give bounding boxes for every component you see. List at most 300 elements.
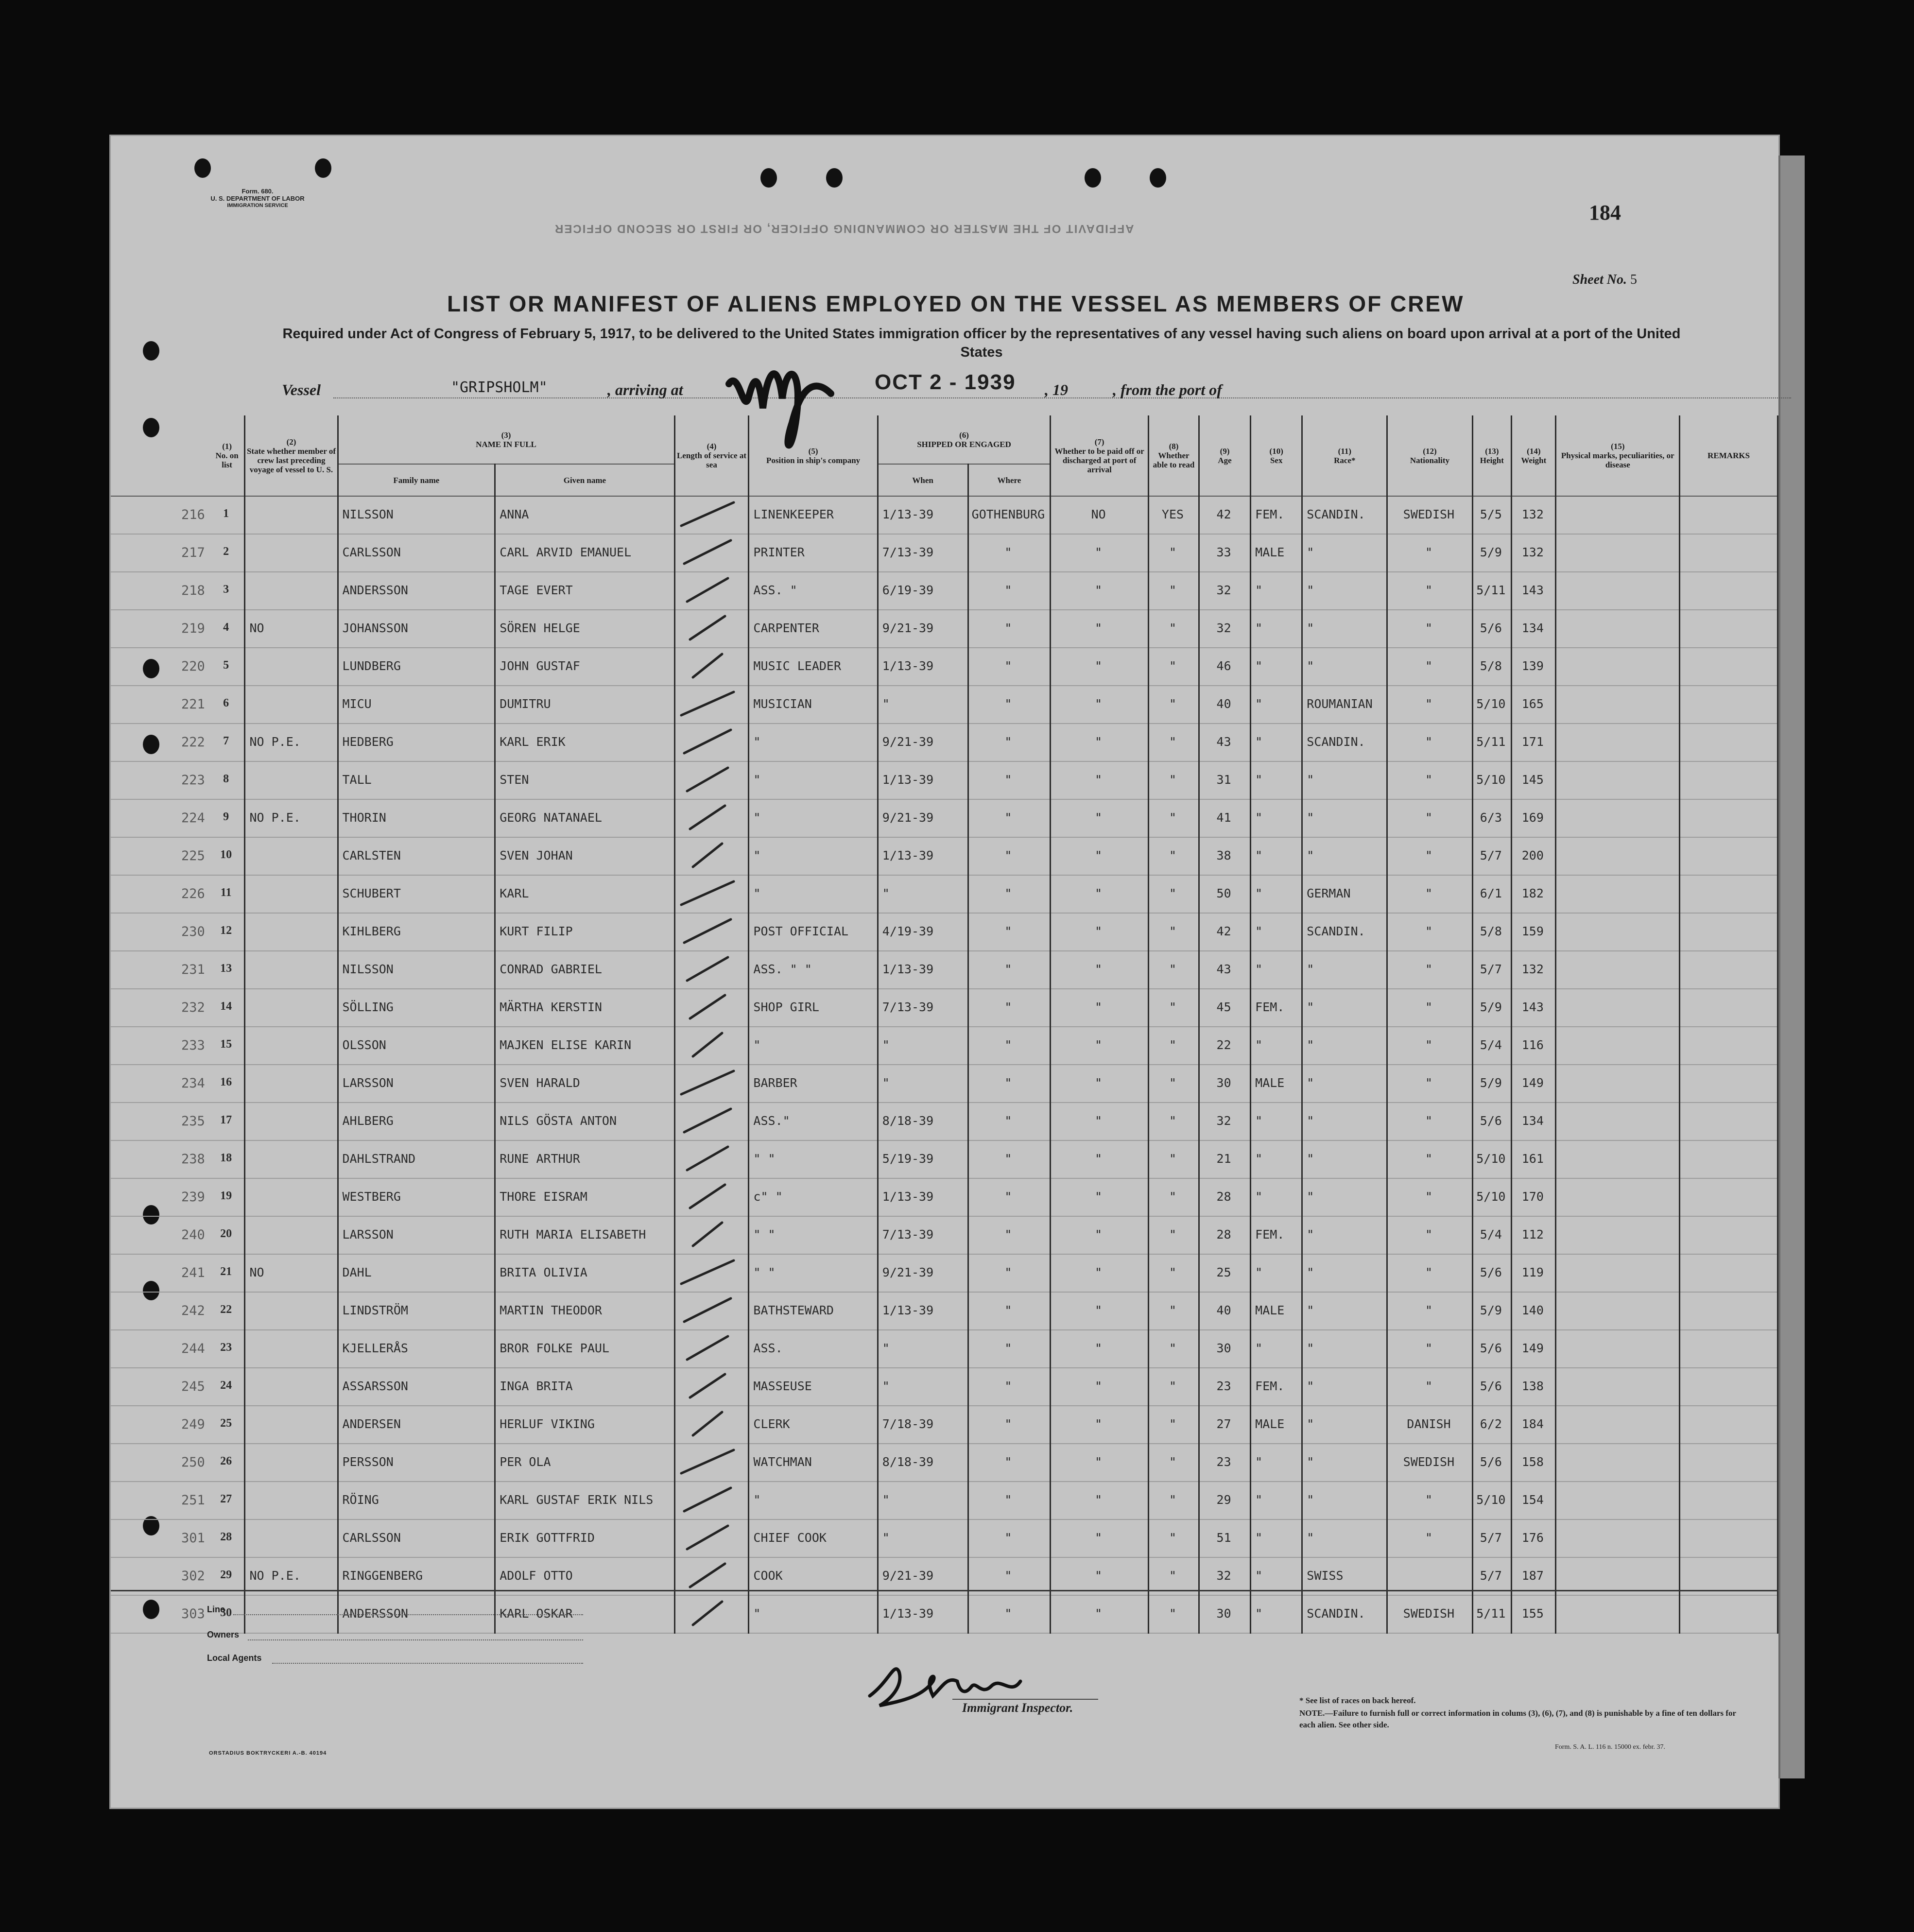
- family-name-cell: LINDSTRÖM: [338, 1292, 495, 1330]
- given-name-cell: DUMITRU: [495, 686, 674, 724]
- punch-hole: [1085, 168, 1101, 188]
- service-length-cell: [674, 1330, 749, 1368]
- sex-cell: ": [1251, 951, 1302, 989]
- list-number: 2: [210, 534, 245, 572]
- weight-cell: 132: [1512, 534, 1556, 572]
- previous-voyage-cell: [245, 761, 338, 799]
- height-cell: 5/11: [1472, 1595, 1512, 1633]
- shipped-when-cell: 7/18-39: [878, 1406, 968, 1444]
- shipped-when-cell: 1/13-39: [878, 648, 968, 686]
- service-length-cell: [674, 837, 749, 875]
- list-number: 3: [210, 572, 245, 610]
- weight-cell: 132: [1512, 496, 1556, 534]
- table-row: [111, 648, 1778, 686]
- service-length-checkmark: [675, 497, 745, 531]
- table-row: [111, 1482, 1778, 1519]
- previous-voyage-cell: [245, 1482, 338, 1519]
- race-cell: ": [1302, 648, 1387, 686]
- service-length-cell: [674, 1482, 749, 1519]
- service-length-cell: [674, 875, 749, 913]
- shipped-when-cell: ": [878, 1482, 968, 1519]
- physical-marks-cell: [1556, 989, 1680, 1027]
- serial-number: 231: [111, 951, 210, 989]
- paid-off-cell: ": [1051, 1292, 1149, 1330]
- able-to-read-cell: ": [1148, 1216, 1199, 1254]
- remarks-cell: [1680, 1519, 1778, 1557]
- shipped-where-cell: ": [968, 951, 1051, 989]
- weight-cell: 184: [1512, 1406, 1556, 1444]
- age-cell: 28: [1199, 1178, 1251, 1216]
- physical-marks-cell: [1556, 686, 1680, 724]
- col-where-header: Where: [968, 464, 1051, 496]
- sex-cell: MALE: [1251, 1292, 1302, 1330]
- shipped-when-cell: 7/13-39: [878, 534, 968, 572]
- list-number: 20: [210, 1216, 245, 1254]
- col-name-header: (3) NAME IN FULL: [338, 415, 674, 464]
- col-age-header: (9) Age: [1199, 415, 1251, 496]
- shipped-where-cell: ": [968, 572, 1051, 610]
- sex-cell: FEM.: [1251, 1216, 1302, 1254]
- previous-voyage-cell: [245, 648, 338, 686]
- service-length-checkmark: [675, 1482, 745, 1516]
- table-row: [111, 1292, 1778, 1330]
- shipped-when-cell: ": [878, 1027, 968, 1065]
- weight-cell: 143: [1512, 572, 1556, 610]
- serial-number: 223: [111, 761, 210, 799]
- position-cell: c" ": [749, 1178, 878, 1216]
- age-cell: 23: [1199, 1444, 1251, 1482]
- paid-off-cell: ": [1051, 572, 1149, 610]
- serial-number: 239: [111, 1178, 210, 1216]
- previous-voyage-cell: [245, 1368, 338, 1406]
- service-length-checkmark: [675, 724, 745, 758]
- nationality-cell: ": [1387, 1178, 1472, 1216]
- able-to-read-cell: ": [1148, 1444, 1199, 1482]
- list-number: 5: [210, 648, 245, 686]
- previous-voyage-cell: [245, 1216, 338, 1254]
- race-cell: ROUMANIAN: [1302, 686, 1387, 724]
- serial-number: 221: [111, 686, 210, 724]
- given-name-cell: KURT FILIP: [495, 913, 674, 951]
- sex-cell: ": [1251, 1595, 1302, 1633]
- given-name-cell: THORE EISRAM: [495, 1178, 674, 1216]
- position-cell: ": [749, 1027, 878, 1065]
- position-cell: ASS. ": [749, 572, 878, 610]
- previous-voyage-cell: [245, 913, 338, 951]
- able-to-read-cell: ": [1148, 1406, 1199, 1444]
- physical-marks-cell: [1556, 799, 1680, 837]
- height-cell: 5/10: [1472, 761, 1512, 799]
- family-name-cell: CARLSTEN: [338, 837, 495, 875]
- service-length-checkmark: [675, 648, 745, 682]
- sex-cell: ": [1251, 837, 1302, 875]
- service-length-cell: [674, 799, 749, 837]
- shipped-where-cell: ": [968, 724, 1051, 761]
- service-length-cell: [674, 572, 749, 610]
- nationality-cell: ": [1387, 610, 1472, 648]
- table-row: [111, 1330, 1778, 1368]
- nationality-cell: ": [1387, 875, 1472, 913]
- shipped-when-cell: 8/18-39: [878, 1444, 968, 1482]
- age-cell: 43: [1199, 951, 1251, 989]
- position-cell: COOK: [749, 1557, 878, 1595]
- vessel-name: "GRIPSHOLM": [451, 379, 548, 396]
- list-number: 9: [210, 799, 245, 837]
- nationality-cell: DANISH: [1387, 1406, 1472, 1444]
- serial-number: 238: [111, 1140, 210, 1178]
- physical-marks-cell: [1556, 1292, 1680, 1330]
- age-cell: 27: [1199, 1406, 1251, 1444]
- serial-number: 224: [111, 799, 210, 837]
- nationality-cell: ": [1387, 1254, 1472, 1292]
- table-row: [111, 761, 1778, 799]
- col-list-number-header: (1) No. on list: [210, 415, 245, 496]
- serial-number: 235: [111, 1103, 210, 1140]
- paid-off-cell: ": [1051, 951, 1149, 989]
- shipped-when-cell: 1/13-39: [878, 837, 968, 875]
- serial-number: 249: [111, 1406, 210, 1444]
- nationality-cell: ": [1387, 951, 1472, 989]
- shipped-when-cell: 9/21-39: [878, 724, 968, 761]
- age-cell: 22: [1199, 1027, 1251, 1065]
- list-number: 16: [210, 1065, 245, 1103]
- given-name-cell: SÖREN HELGE: [495, 610, 674, 648]
- given-name-cell: KARL OSKAR: [495, 1595, 674, 1633]
- sex-cell: FEM.: [1251, 496, 1302, 534]
- height-cell: 5/11: [1472, 572, 1512, 610]
- col-previous-voyage-header: (2) State whether member of crew last preceding voyage of vessel to U. S.: [245, 415, 338, 496]
- sex-cell: ": [1251, 875, 1302, 913]
- race-cell: ": [1302, 951, 1387, 989]
- family-name-cell: LARSSON: [338, 1216, 495, 1254]
- shipped-when-cell: ": [878, 1330, 968, 1368]
- footer-rule: [111, 1590, 1778, 1591]
- race-cell: ": [1302, 1065, 1387, 1103]
- family-name-cell: TALL: [338, 761, 495, 799]
- height-cell: 5/8: [1472, 648, 1512, 686]
- height-cell: 5/6: [1472, 1368, 1512, 1406]
- physical-marks-cell: [1556, 724, 1680, 761]
- table-row: [111, 837, 1778, 875]
- remarks-cell: [1680, 496, 1778, 534]
- physical-marks-cell: [1556, 1482, 1680, 1519]
- service-name: IMMIGRATION SERVICE: [227, 203, 288, 208]
- service-length-checkmark: [675, 1065, 745, 1099]
- shipped-when-cell: 9/21-39: [878, 1557, 968, 1595]
- family-name-cell: ANDERSSON: [338, 572, 495, 610]
- physical-marks-cell: [1556, 534, 1680, 572]
- col-family-name-header: Family name: [338, 464, 495, 496]
- paid-off-cell: ": [1051, 1444, 1149, 1482]
- punch-hole: [760, 168, 777, 188]
- weight-cell: 132: [1512, 951, 1556, 989]
- service-length-checkmark: [675, 989, 745, 1023]
- serial-number: 216: [111, 496, 210, 534]
- manifest-title: LIST OR MANIFEST OF ALIENS EMPLOYED ON THE VESSEL AS MEMBERS OF CREW: [447, 291, 1465, 316]
- service-length-cell: [674, 1254, 749, 1292]
- paid-off-cell: ": [1051, 648, 1149, 686]
- age-cell: 42: [1199, 496, 1251, 534]
- height-cell: 5/7: [1472, 951, 1512, 989]
- serial-number: 302: [111, 1557, 210, 1595]
- sex-cell: ": [1251, 761, 1302, 799]
- local-agents-label: Local Agents: [207, 1653, 262, 1663]
- shipped-where-cell: ": [968, 913, 1051, 951]
- service-length-cell: [674, 1406, 749, 1444]
- paid-off-cell: ": [1051, 1330, 1149, 1368]
- age-cell: 31: [1199, 761, 1251, 799]
- paid-off-cell: ": [1051, 1216, 1149, 1254]
- paid-off-cell: NO: [1051, 496, 1149, 534]
- family-name-cell: LUNDBERG: [338, 648, 495, 686]
- shipped-where-cell: ": [968, 837, 1051, 875]
- able-to-read-cell: ": [1148, 761, 1199, 799]
- serial-number: 233: [111, 1027, 210, 1065]
- given-name-cell: RUTH MARIA ELISABETH: [495, 1216, 674, 1254]
- family-name-cell: CARLSSON: [338, 1519, 495, 1557]
- race-cell: ": [1302, 1140, 1387, 1178]
- sex-cell: ": [1251, 1519, 1302, 1557]
- immigrant-inspector-label: Immigrant Inspector.: [962, 1701, 1073, 1715]
- service-length-cell: [674, 913, 749, 951]
- physical-marks-cell: [1556, 1216, 1680, 1254]
- remarks-cell: [1680, 1254, 1778, 1292]
- weight-cell: 140: [1512, 1292, 1556, 1330]
- position-cell: ": [749, 875, 878, 913]
- list-number: 7: [210, 724, 245, 761]
- given-name-cell: CONRAD GABRIEL: [495, 951, 674, 989]
- nationality-cell: ": [1387, 724, 1472, 761]
- able-to-read-cell: ": [1148, 1140, 1199, 1178]
- position-cell: ": [749, 799, 878, 837]
- able-to-read-cell: ": [1148, 913, 1199, 951]
- nationality-cell: SWEDISH: [1387, 1595, 1472, 1633]
- weight-cell: 145: [1512, 761, 1556, 799]
- physical-marks-cell: [1556, 496, 1680, 534]
- list-number: 17: [210, 1103, 245, 1140]
- age-cell: 32: [1199, 572, 1251, 610]
- remarks-cell: [1680, 799, 1778, 837]
- shipped-when-cell: ": [878, 1065, 968, 1103]
- race-cell: ": [1302, 1216, 1387, 1254]
- family-name-cell: RINGGENBERG: [338, 1557, 495, 1595]
- list-number: 8: [210, 761, 245, 799]
- given-name-cell: MAJKEN ELISE KARIN: [495, 1027, 674, 1065]
- age-cell: 30: [1199, 1595, 1251, 1633]
- line-underline: [233, 1614, 583, 1615]
- race-cell: SCANDIN.: [1302, 913, 1387, 951]
- service-length-cell: [674, 534, 749, 572]
- age-cell: 25: [1199, 1254, 1251, 1292]
- previous-voyage-cell: NO: [245, 610, 338, 648]
- age-cell: 23: [1199, 1368, 1251, 1406]
- paid-off-cell: ": [1051, 1557, 1149, 1595]
- shipped-where-cell: ": [968, 1065, 1051, 1103]
- physical-marks-cell: [1556, 1519, 1680, 1557]
- sex-cell: ": [1251, 1103, 1302, 1140]
- shipped-when-cell: ": [878, 686, 968, 724]
- col-when-header: When: [878, 464, 968, 496]
- race-cell: ": [1302, 534, 1387, 572]
- position-cell: MUSIC LEADER: [749, 648, 878, 686]
- service-length-cell: [674, 1292, 749, 1330]
- given-name-cell: INGA BRITA: [495, 1368, 674, 1406]
- nationality-cell: ": [1387, 686, 1472, 724]
- physical-marks-cell: [1556, 837, 1680, 875]
- service-length-cell: [674, 951, 749, 989]
- service-length-cell: [674, 1216, 749, 1254]
- weight-cell: 171: [1512, 724, 1556, 761]
- from-port-label: , from the port of: [1113, 381, 1222, 398]
- punch-hole: [1150, 168, 1166, 188]
- weight-cell: 149: [1512, 1330, 1556, 1368]
- shipped-where-cell: ": [968, 1027, 1051, 1065]
- position-cell: ": [749, 1482, 878, 1519]
- weight-cell: 158: [1512, 1444, 1556, 1482]
- paid-off-cell: ": [1051, 686, 1149, 724]
- age-cell: 29: [1199, 1482, 1251, 1519]
- service-length-cell: [674, 724, 749, 761]
- service-length-cell: [674, 496, 749, 534]
- previous-voyage-cell: [245, 1065, 338, 1103]
- col-nationality-header: (12) Nationality: [1387, 415, 1472, 496]
- races-footnote: * See list of races on back hereof.: [1299, 1696, 1416, 1705]
- given-name-cell: STEN: [495, 761, 674, 799]
- shipped-where-cell: ": [968, 875, 1051, 913]
- sex-cell: ": [1251, 1482, 1302, 1519]
- given-name-cell: KARL ERIK: [495, 724, 674, 761]
- age-cell: 40: [1199, 1292, 1251, 1330]
- weight-cell: 149: [1512, 1065, 1556, 1103]
- age-cell: 38: [1199, 837, 1251, 875]
- shipped-when-cell: ": [878, 875, 968, 913]
- remarks-cell: [1680, 875, 1778, 913]
- height-cell: 5/6: [1472, 1330, 1512, 1368]
- race-cell: ": [1302, 1292, 1387, 1330]
- weight-cell: 200: [1512, 837, 1556, 875]
- race-cell: ": [1302, 1482, 1387, 1519]
- weight-cell: 119: [1512, 1254, 1556, 1292]
- list-number: 1: [210, 496, 245, 534]
- physical-marks-cell: [1556, 648, 1680, 686]
- paid-off-cell: ": [1051, 761, 1149, 799]
- physical-marks-cell: [1556, 1027, 1680, 1065]
- list-number: 27: [210, 1482, 245, 1519]
- service-length-checkmark: [675, 1596, 745, 1630]
- list-number: 11: [210, 875, 245, 913]
- height-cell: 5/10: [1472, 686, 1512, 724]
- nationality-cell: ": [1387, 1519, 1472, 1557]
- crew-table-body: [111, 496, 1778, 1633]
- weight-cell: 169: [1512, 799, 1556, 837]
- shipped-where-cell: ": [968, 1140, 1051, 1178]
- service-length-checkmark: [675, 1255, 745, 1289]
- height-cell: 5/4: [1472, 1027, 1512, 1065]
- family-name-cell: ANDERSEN: [338, 1406, 495, 1444]
- service-length-cell: [674, 1027, 749, 1065]
- height-cell: 5/10: [1472, 1178, 1512, 1216]
- previous-voyage-cell: [245, 989, 338, 1027]
- nationality-cell: ": [1387, 989, 1472, 1027]
- nationality-cell: ": [1387, 1330, 1472, 1368]
- able-to-read-cell: ": [1148, 1557, 1199, 1595]
- remarks-cell: [1680, 761, 1778, 799]
- weight-cell: 134: [1512, 610, 1556, 648]
- physical-marks-cell: [1556, 875, 1680, 913]
- sheet-number: [1572, 272, 1637, 288]
- able-to-read-cell: ": [1148, 799, 1199, 837]
- age-cell: 33: [1199, 534, 1251, 572]
- shipped-when-cell: 5/19-39: [878, 1140, 968, 1178]
- race-cell: ": [1302, 989, 1387, 1027]
- shipped-when-cell: 4/19-39: [878, 913, 968, 951]
- previous-voyage-cell: [245, 496, 338, 534]
- col-given-name-header: Given name: [495, 464, 674, 496]
- date-stamp: OCT 2 - 1939: [875, 370, 1016, 394]
- family-name-cell: MICU: [338, 686, 495, 724]
- height-cell: 5/9: [1472, 1065, 1512, 1103]
- given-name-cell: JOHN GUSTAF: [495, 648, 674, 686]
- paid-off-cell: ": [1051, 1254, 1149, 1292]
- service-length-checkmark: [675, 1558, 745, 1592]
- race-cell: ": [1302, 1444, 1387, 1482]
- shipped-where-cell: ": [968, 1444, 1051, 1482]
- serial-number: 250: [111, 1444, 210, 1482]
- physical-marks-cell: [1556, 1178, 1680, 1216]
- family-name-cell: LARSSON: [338, 1065, 495, 1103]
- sheet-number-value: 5: [1630, 272, 1637, 287]
- nationality-cell: SWEDISH: [1387, 496, 1472, 534]
- physical-marks-cell: [1556, 1140, 1680, 1178]
- table-row: [111, 1178, 1778, 1216]
- age-cell: 42: [1199, 913, 1251, 951]
- height-cell: 6/1: [1472, 875, 1512, 913]
- list-number: 21: [210, 1254, 245, 1292]
- weight-cell: 182: [1512, 875, 1556, 913]
- line-label: Line: [207, 1604, 225, 1614]
- weight-cell: 187: [1512, 1557, 1556, 1595]
- sex-cell: ": [1251, 913, 1302, 951]
- service-length-checkmark: [675, 800, 745, 834]
- nationality-cell: ": [1387, 1368, 1472, 1406]
- col-shipped-header: (6) SHIPPED OR ENGAGED: [878, 415, 1051, 464]
- shipped-where-cell: ": [968, 1406, 1051, 1444]
- position-cell: " ": [749, 1254, 878, 1292]
- physical-marks-cell: [1556, 761, 1680, 799]
- paid-off-cell: ": [1051, 1027, 1149, 1065]
- physical-marks-cell: [1556, 572, 1680, 610]
- serial-number: 240: [111, 1216, 210, 1254]
- height-cell: 5/6: [1472, 1254, 1512, 1292]
- paid-off-cell: ": [1051, 913, 1149, 951]
- serial-number: 222: [111, 724, 210, 761]
- position-cell: CHIEF COOK: [749, 1519, 878, 1557]
- able-to-read-cell: ": [1148, 1330, 1199, 1368]
- shipped-when-cell: 1/13-39: [878, 761, 968, 799]
- list-number: 19: [210, 1178, 245, 1216]
- owners-underline: [248, 1639, 583, 1640]
- service-length-checkmark: [675, 951, 745, 985]
- height-cell: 6/2: [1472, 1406, 1512, 1444]
- height-cell: 5/9: [1472, 534, 1512, 572]
- sex-cell: ": [1251, 610, 1302, 648]
- height-cell: 5/7: [1472, 1519, 1512, 1557]
- sex-cell: MALE: [1251, 534, 1302, 572]
- form-code: Form. S. A. L. 116 n. 15000 ex. febr. 37.: [1555, 1743, 1665, 1751]
- previous-voyage-cell: [245, 875, 338, 913]
- sex-cell: ": [1251, 648, 1302, 686]
- family-name-cell: SÖLLING: [338, 989, 495, 1027]
